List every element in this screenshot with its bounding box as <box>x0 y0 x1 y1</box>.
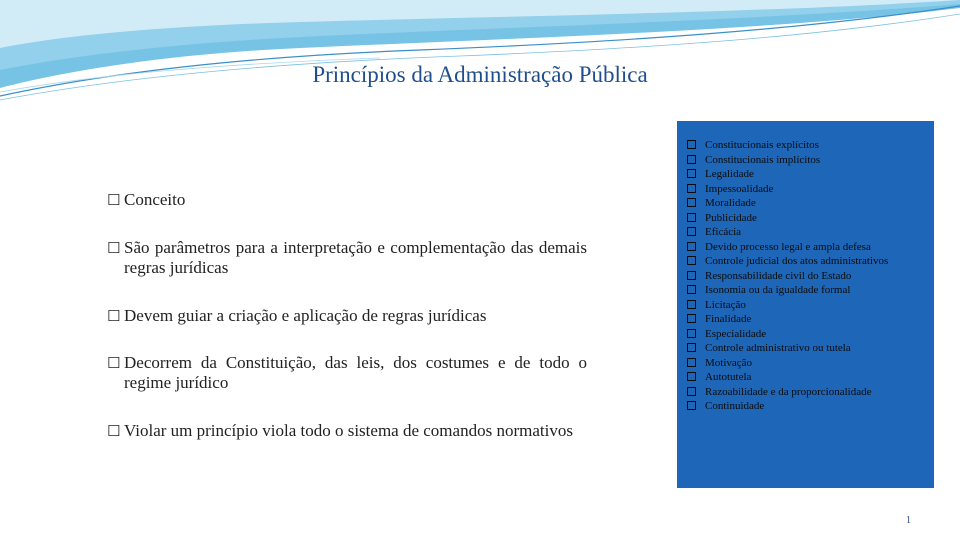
checkbox-bullet-icon <box>687 198 696 207</box>
bullet-item: ☐ Decorrem da Constituição, das leis, dos costumes e de todo o regime jurídico <box>107 353 587 392</box>
principle-item: Constitucionais explícitos <box>687 138 934 153</box>
principle-item: Responsabilidade civil do Estado <box>687 269 934 284</box>
principle-item: Motivação <box>687 356 934 371</box>
principle-item: Impessoalidade <box>687 182 934 197</box>
checkbox-bullet-icon <box>687 213 696 222</box>
principle-item: Especialidade <box>687 327 934 342</box>
principles-list <box>677 121 934 414</box>
bullet-item: ☐ Violar um princípio viola todo o sistema de comandos normativos <box>107 421 573 440</box>
bullet-item: ☐ Conceito <box>107 190 186 209</box>
principle-item: Eficácia <box>687 225 934 240</box>
checkbox-bullet-icon <box>687 155 696 164</box>
principle-item: Finalidade <box>687 312 934 327</box>
checkbox-bullet-icon: ☐ <box>107 422 121 440</box>
checkbox-bullet-icon <box>687 358 696 367</box>
checkbox-bullet-icon <box>687 343 696 352</box>
principle-item: Isonomia ou da igualdade formal <box>687 283 934 298</box>
bullet-item: ☐ Devem guiar a criação e aplicação de regras jurídicas <box>107 306 487 325</box>
checkbox-bullet-icon <box>687 169 696 178</box>
principle-item: Autotutela <box>687 370 934 385</box>
checkbox-bullet-icon <box>687 329 696 338</box>
bullet-item: ☐ São parâmetros para a interpretação e complementação das demais regras jurídicas <box>107 238 587 277</box>
principles-panel <box>677 121 934 488</box>
principle-item: Continuidade <box>687 399 934 414</box>
principle-item: Razoabilidade e da proporcionalidade <box>687 385 934 400</box>
checkbox-bullet-icon <box>687 285 696 294</box>
checkbox-bullet-icon: ☐ <box>107 239 121 257</box>
checkbox-bullet-icon <box>687 242 696 251</box>
checkbox-bullet-icon: ☐ <box>107 191 121 209</box>
checkbox-bullet-icon <box>687 140 696 149</box>
checkbox-bullet-icon <box>687 314 696 323</box>
principle-item: Publicidade <box>687 211 934 226</box>
checkbox-bullet-icon <box>687 271 696 280</box>
slide-title: Princípios da Administração Pública <box>312 62 648 87</box>
checkbox-bullet-icon: ☐ <box>107 307 121 325</box>
page-number: 1 <box>906 515 911 526</box>
checkbox-bullet-icon <box>687 227 696 236</box>
checkbox-bullet-icon <box>687 401 696 410</box>
principle-item: Constitucionais implícitos <box>687 153 934 168</box>
principle-item: Moralidade <box>687 196 934 211</box>
checkbox-bullet-icon <box>687 184 696 193</box>
checkbox-bullet-icon <box>687 300 696 309</box>
checkbox-bullet-icon: ☐ <box>107 354 121 372</box>
principle-item: Controle administrativo ou tutela <box>687 341 934 356</box>
principle-item: Licitação <box>687 298 934 313</box>
checkbox-bullet-icon <box>687 387 696 396</box>
principle-item: Devido processo legal e ampla defesa <box>687 240 934 255</box>
checkbox-bullet-icon <box>687 372 696 381</box>
principle-item: Controle judicial dos atos administrativos <box>687 254 934 269</box>
checkbox-bullet-icon <box>687 256 696 265</box>
header-wave-decoration <box>0 0 960 110</box>
principle-item: Legalidade <box>687 167 934 182</box>
